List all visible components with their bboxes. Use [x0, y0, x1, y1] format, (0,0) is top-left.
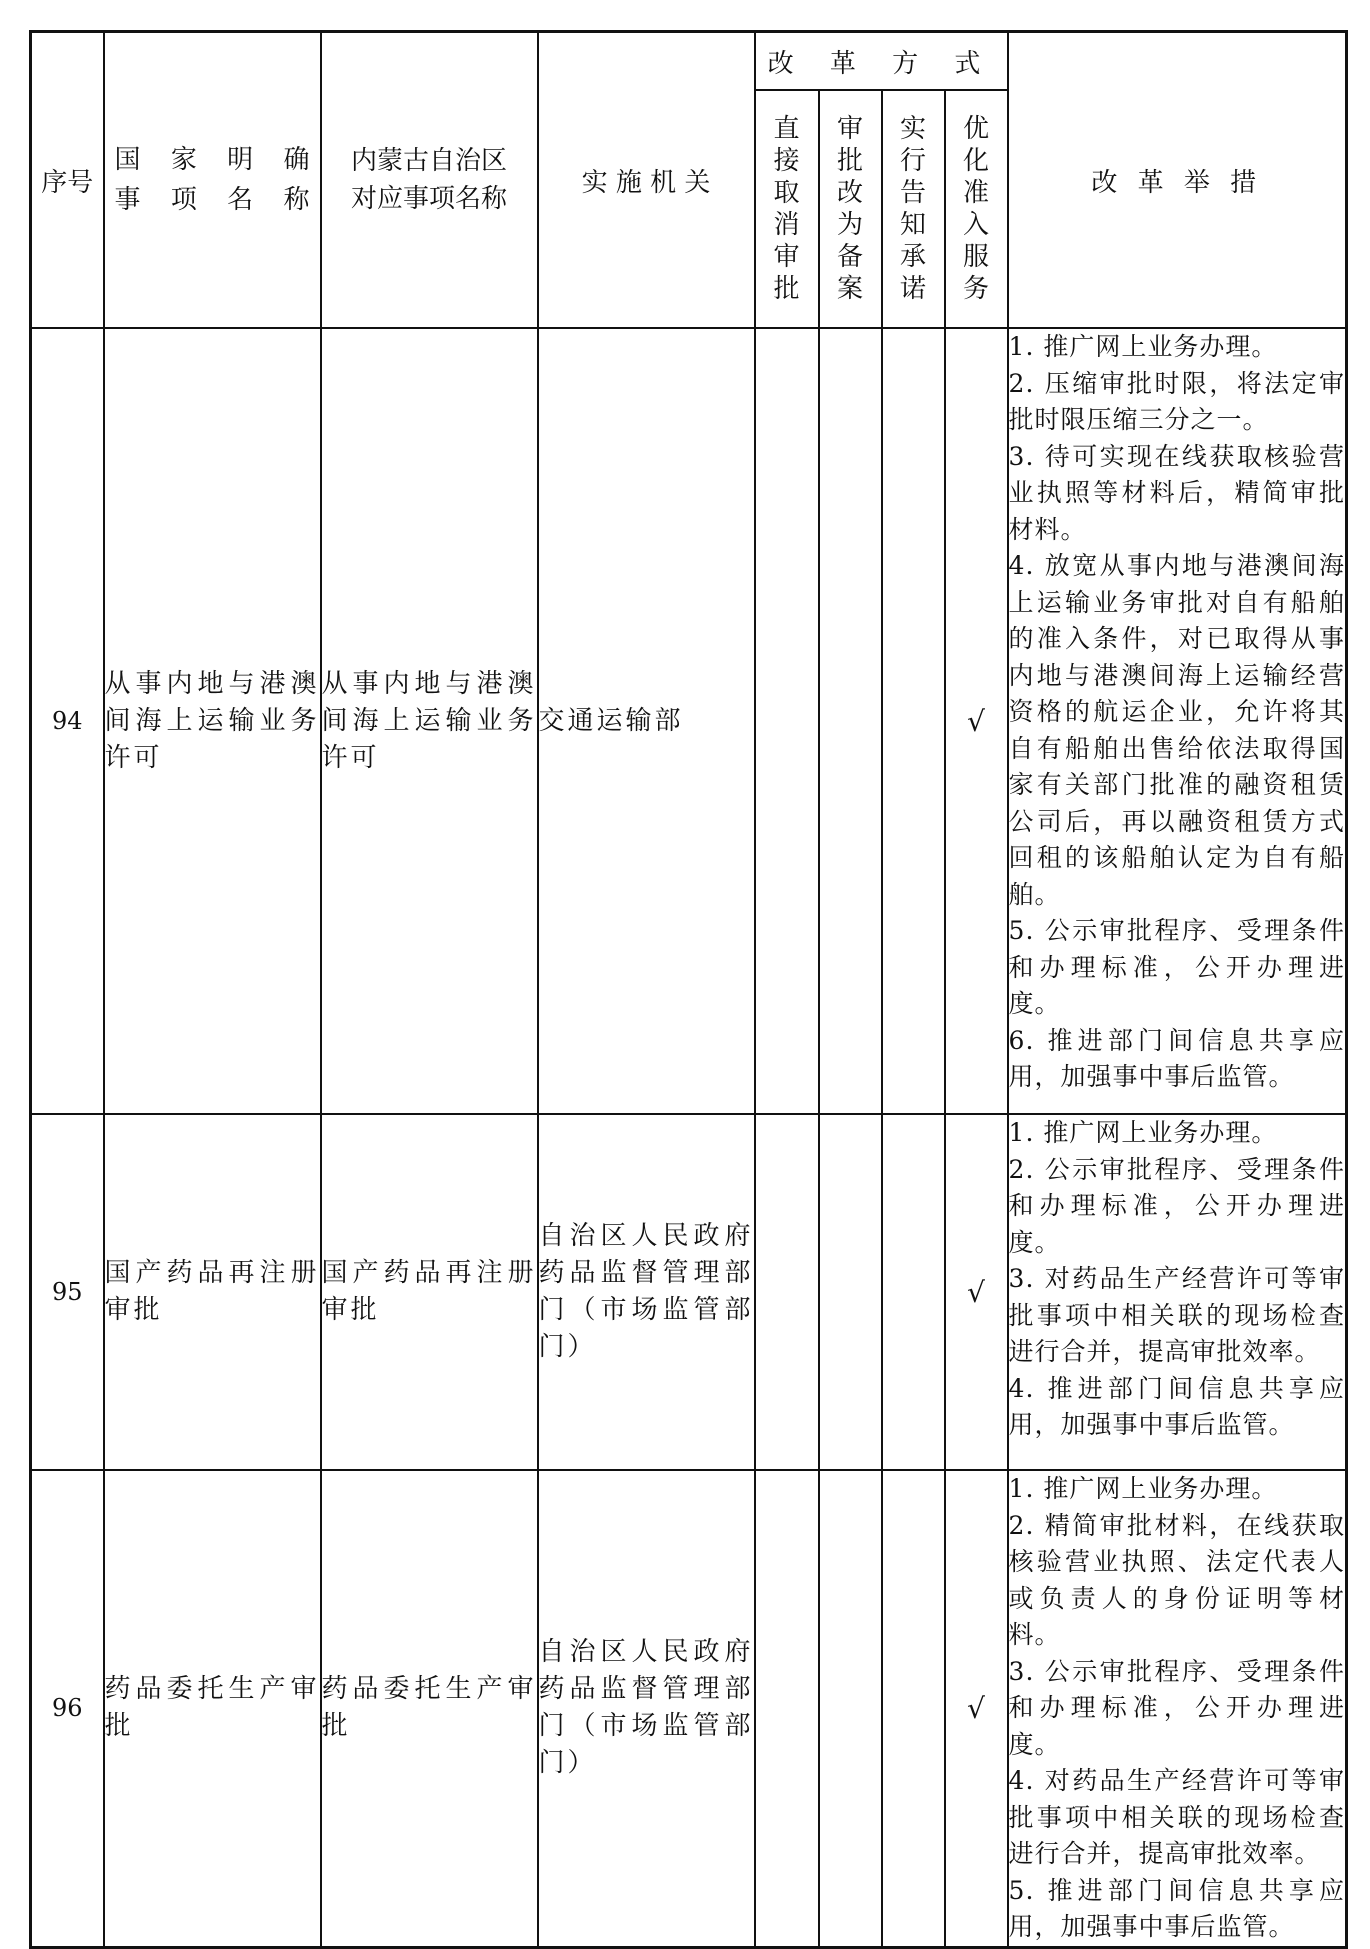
header-national-item-line2: 事 项 名 称 [114, 185, 310, 215]
row-mode-cancel [755, 1470, 819, 1947]
measure-item: 6. 推进部门间信息共享应用，加强事中事后监管。 [1008, 1025, 1346, 1091]
row-mode-notify [882, 1114, 945, 1470]
row-mode-cancel [755, 328, 819, 1114]
row-mode-cancel [755, 1114, 819, 1470]
measure-item: 3. 对药品生产经营许可等审批事项中相关联的现场检查进行合并，提高审批效率。 [1008, 1264, 1346, 1366]
measure-item: 3. 待可实现在线获取核验营业执照等材料后，精简审批材料。 [1008, 441, 1346, 544]
row-measures [1008, 1470, 1347, 1947]
row-mode-notify [882, 328, 945, 1114]
measure-item: 1. 推广网上业务办理。 [1008, 1118, 1278, 1147]
measure-item: 2. 精简审批材料，在线获取核验营业执照、法定代表人或负责人的身份证明等材料。 [1008, 1510, 1346, 1649]
measure-item: 3. 公示审批程序、受理条件和办理标准，公开办理进度。 [1008, 1656, 1346, 1759]
row-measures [1008, 328, 1347, 1114]
row-seq: 96 [31, 1470, 104, 1947]
measure-item: 2. 公示审批程序、受理条件和办理标准，公开办理进度。 [1008, 1154, 1346, 1257]
table-row [31, 1470, 1347, 1947]
measure-item: 5. 公示审批程序、受理条件和办理标准，公开办理进度。 [1008, 916, 1346, 1018]
row-seq: 95 [31, 1114, 104, 1470]
row-mode-optimize-check: √ [945, 1470, 1008, 1947]
row-mode-record [819, 328, 882, 1114]
header-region-item-line2: 对应事项名称 [350, 184, 507, 214]
measure-item: 4. 对药品生产经营许可等审批事项中相关联的现场检查进行合并，提高审批效率。 [1008, 1766, 1346, 1868]
row-region-item: 从事内地与港澳间海上运输业务许可 [321, 328, 538, 1114]
row-mode-optimize-check: √ [945, 328, 1008, 1114]
header-national-item-line1: 国 家 明 确 [114, 145, 310, 175]
measure-item: 4. 推进部门间信息共享应用，加强事中事后监管。 [1008, 1373, 1346, 1439]
measure-item: 2. 压缩审批时限，将法定审批时限压缩三分之一。 [1008, 368, 1346, 434]
measure-item: 1. 推广网上业务办理。 [1008, 332, 1278, 361]
header-row-top [31, 32, 1347, 91]
header-reform-mode: 改 革 方 式 [755, 32, 1008, 91]
row-mode-notify [882, 1470, 945, 1947]
reform-table-page [29, 30, 1346, 1941]
row-agency: 自治区人民政府药品监督管理部门（市场监管部门） [538, 1114, 755, 1470]
row-measures [1008, 1114, 1347, 1470]
row-national-item: 从事内地与港澳间海上运输业务许可 [104, 328, 321, 1114]
header-national-item [104, 32, 321, 329]
header-agency: 实 施 机 关 [538, 32, 755, 329]
header-region-item [321, 32, 538, 329]
header-mode-optimize: 优化准入服务 [945, 90, 1008, 328]
table-row [31, 1114, 1347, 1470]
row-region-item: 药品委托生产审批 [321, 1470, 538, 1947]
measure-item: 5. 推进部门间信息共享应用，加强事中事后监管。 [1008, 1875, 1346, 1941]
header-measures: 改 革 举 措 [1008, 32, 1347, 329]
row-national-item: 国产药品再注册审批 [104, 1114, 321, 1470]
header-mode-notify: 实行告知承诺 [882, 90, 945, 328]
table-row [31, 328, 1347, 1114]
header-region-item-line1: 内蒙古自治区 [350, 146, 507, 176]
reform-table [29, 30, 1348, 1949]
measure-item: 1. 推广网上业务办理。 [1008, 1474, 1278, 1503]
row-agency: 交通运输部 [538, 328, 755, 1114]
row-agency: 自治区人民政府药品监督管理部门（市场监管部门） [538, 1470, 755, 1947]
measure-item: 4. 放宽从事内地与港澳间海上运输业务审批对自有船舶的准入条件，对已取得从事内地与港澳间海上运输经营资格的航运企业，允许将其自有船舶出售给依法取得国家有关部门批准的融资租赁公司后，再以融资租赁方式回租的该船舶认定为自有船舶。 [1008, 551, 1346, 909]
header-mode-record: 审批改为备案 [819, 90, 882, 328]
row-seq: 94 [31, 328, 104, 1114]
row-mode-record [819, 1470, 882, 1947]
header-mode-cancel: 直接取消审批 [755, 90, 819, 328]
row-mode-record [819, 1114, 882, 1470]
row-region-item: 国产药品再注册审批 [321, 1114, 538, 1470]
row-national-item: 药品委托生产审批 [104, 1470, 321, 1947]
header-seq: 序号 [31, 32, 104, 329]
row-mode-optimize-check: √ [945, 1114, 1008, 1470]
